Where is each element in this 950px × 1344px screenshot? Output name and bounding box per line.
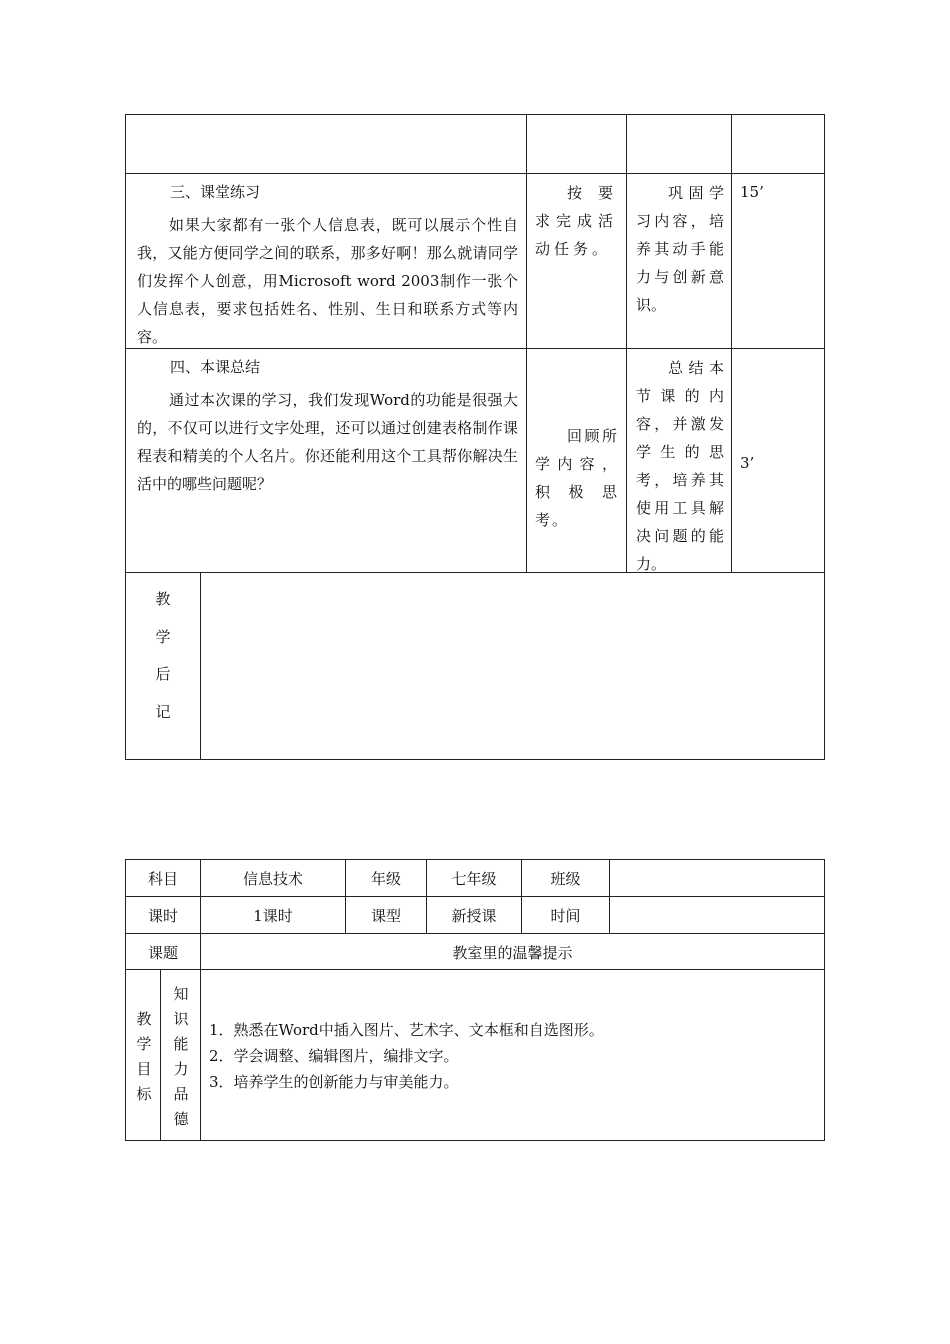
topic-value: 教室里的温馨提示 [452,944,573,962]
type-label: 课型 [370,907,401,925]
practice-student-activity: 按要求完成活动任务。 [535,184,617,258]
practice-time: 15’ [740,183,764,201]
summary-design-intent: 总结本节课的内容，并激发学生的思考，培养其使用工具解决问题的能力。 [636,359,724,573]
practice-content: 如果大家都有一张个人信息表，既可以展示个性自我，又能方便同学之间的联系，那多好啊！那么就请同学们发挥个人创意，用Microsoft word 2003制作一张个人信息表，要求包括姓名、性别、生日和联系方式等内容。 [137,216,518,346]
practice-heading: 三、课堂练习 [170,183,261,201]
grade-label: 年级 [370,870,401,888]
period-label: 课时 [147,907,178,925]
objective-item: 1．熟悉在Word中插入图片、艺术字、文本框和自选图形。 [209,1021,604,1039]
objectives-list [209,1017,809,1095]
summary-heading: 四、本课总结 [170,358,261,376]
class-label: 班级 [550,870,581,888]
postscript-content [201,573,824,759]
practice-design-intent: 巩固学习内容，培养其动手能力与创新意识。 [636,184,724,314]
type-value: 新授课 [451,907,497,925]
summary-content: 通过本次课的学习，我们发现Word的功能是很强大的，不仅可以进行文字处理，还可以通过创建表格制作课程表和精美的个人名片。你还能利用这个工具帮你解决生活中的哪些问题呢？ [137,391,518,493]
summary-time: 3’ [740,454,755,472]
subject-value: 信息技术 [242,870,303,888]
topic-label: 课题 [147,944,178,962]
summary-student-activity: 回顾所学内容，积极思考。 [535,427,619,529]
period-value: 1课时 [253,907,293,925]
objective-item: 2．学会调整、编辑图片，编排文字。 [209,1047,459,1065]
time-label: 时间 [550,907,581,925]
subject-label: 科目 [147,870,178,888]
objective-item: 3．培养学生的创新能力与审美能力。 [209,1073,459,1091]
grade-value: 七年级 [451,870,497,888]
